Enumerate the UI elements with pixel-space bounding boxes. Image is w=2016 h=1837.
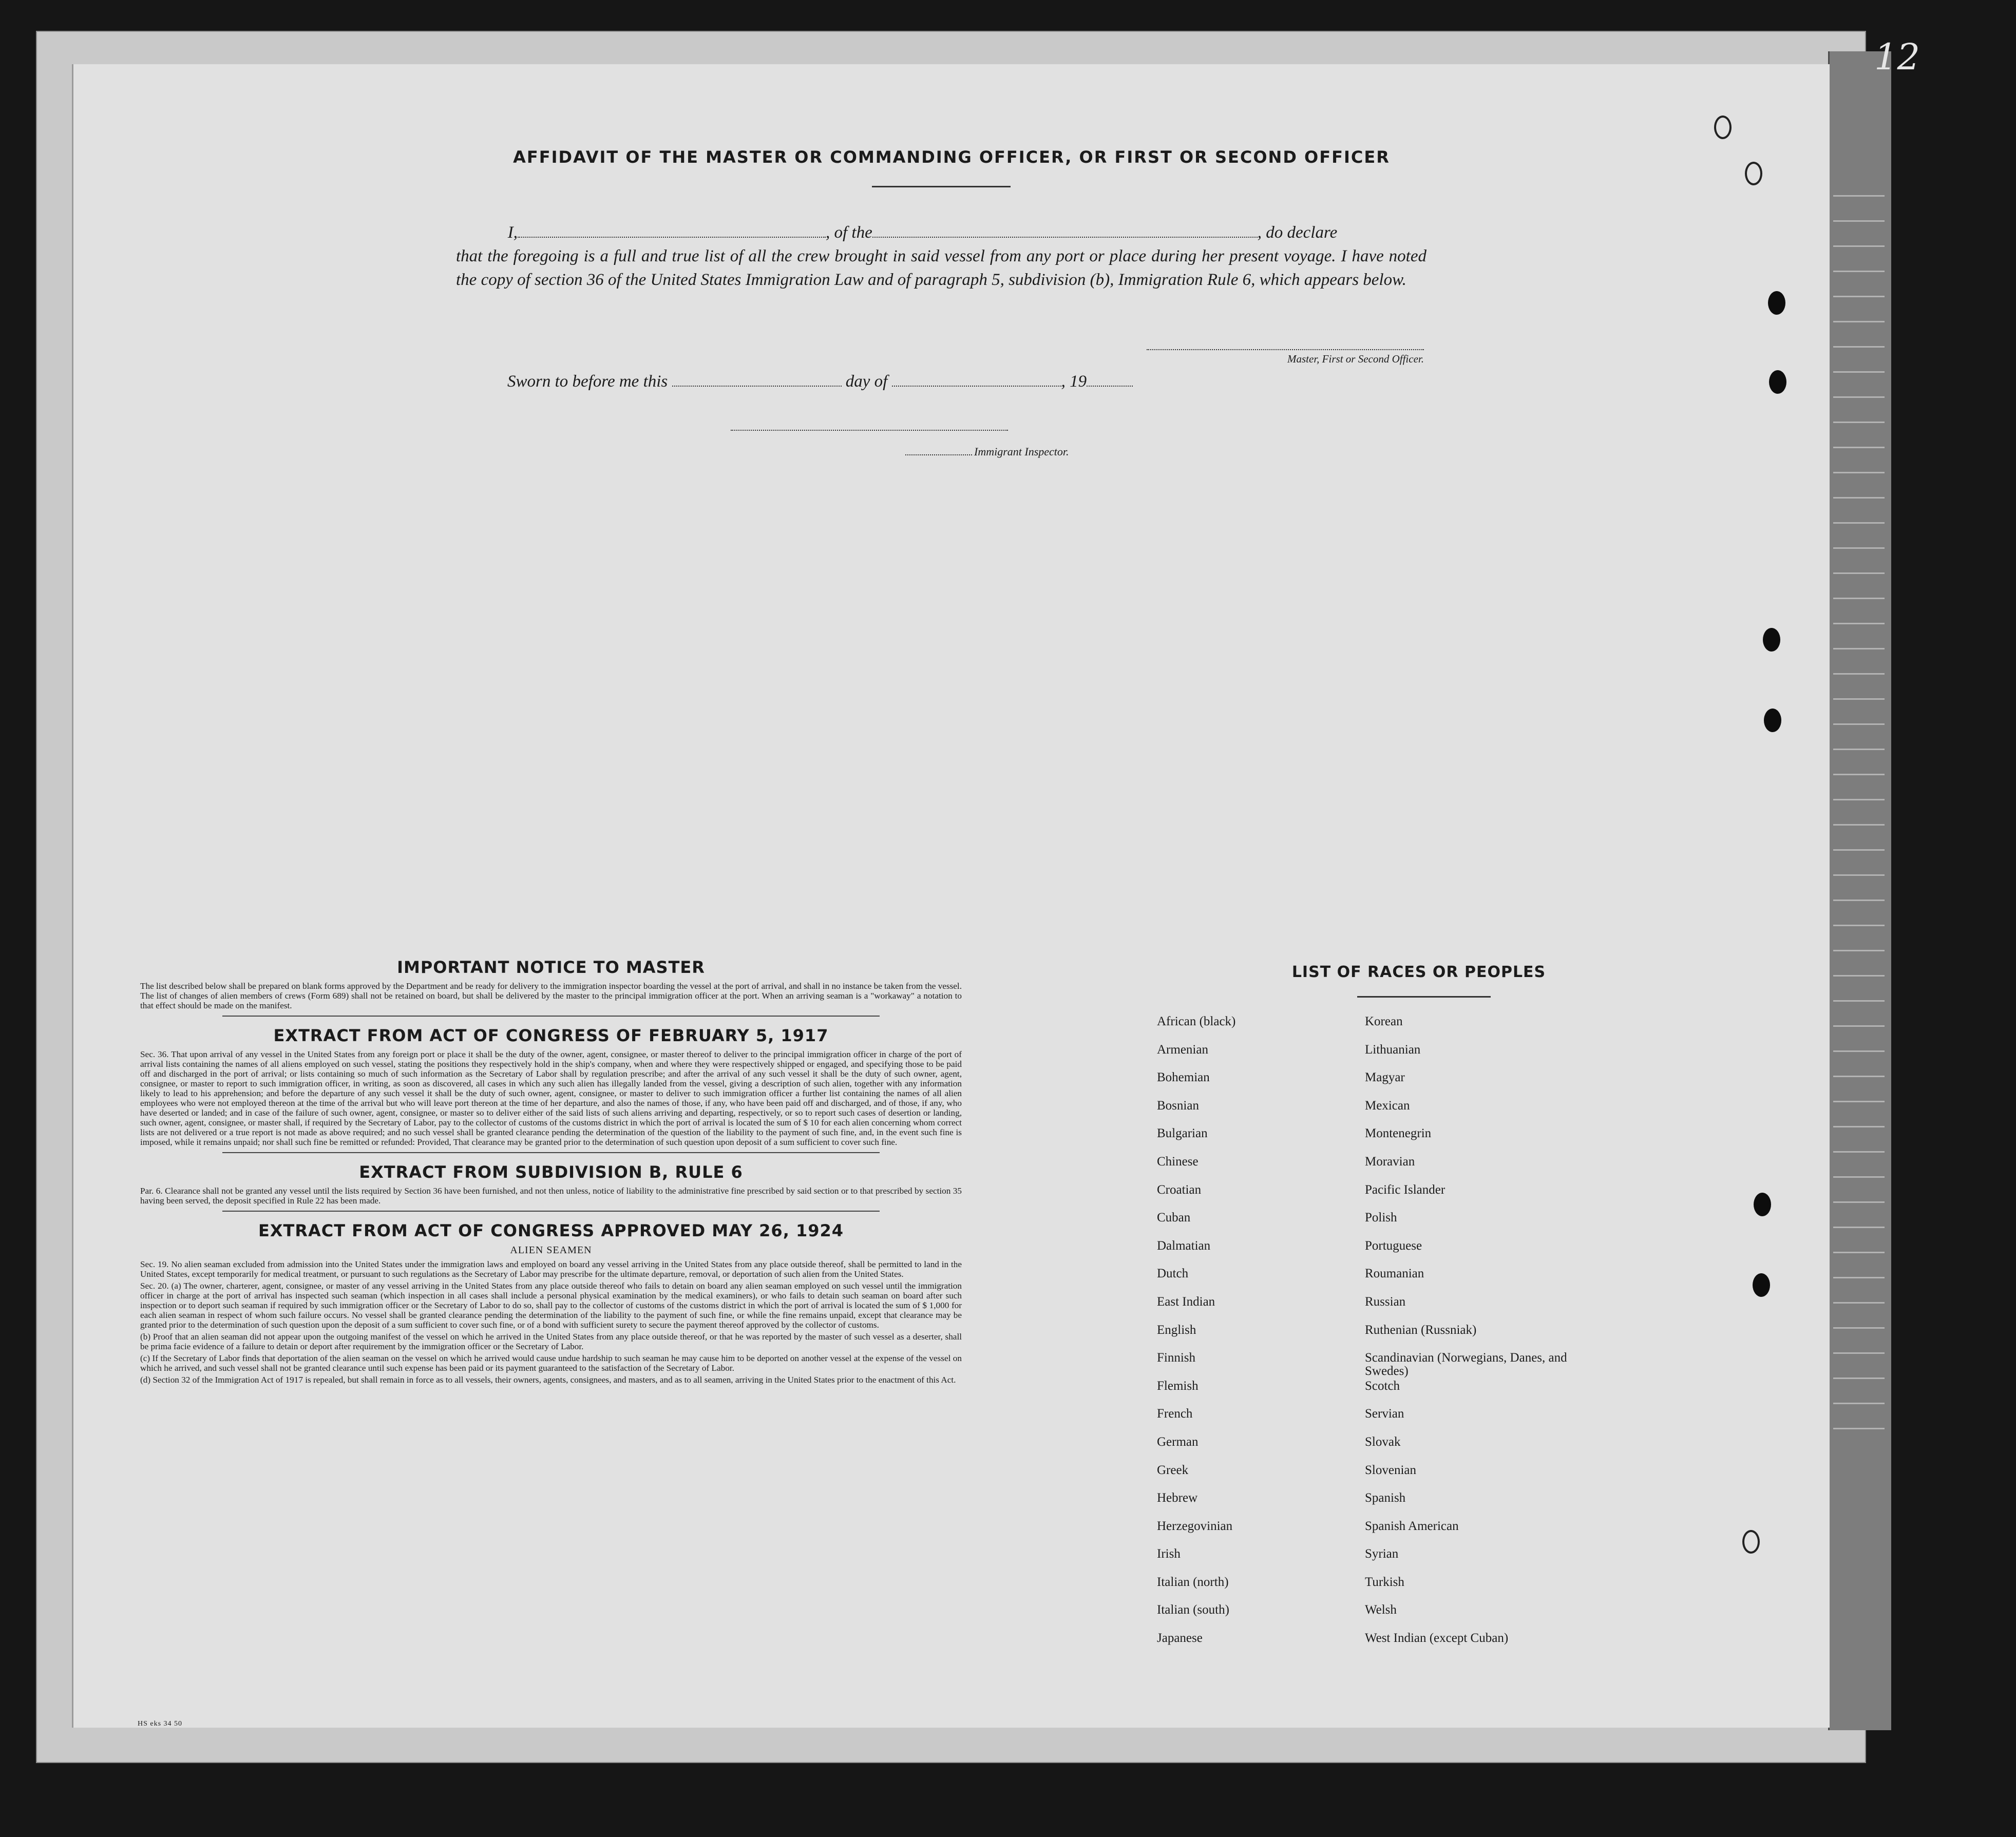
race-item: Flemish: [1157, 1379, 1199, 1393]
extract-1924-paragraph: (c) If the Secretary of Labor finds that deportation of the alien seaman on the vessel on which he arrived would cause undue hardship to such seaman he may cause him to be deported on another vessel at the expense of the vessel on which he arrived, and such vessel shall not be granted clearance until such expense has been paid or its payment guaranteed to the satisfaction of the Secretary of Labor.: [140, 1353, 962, 1373]
manifest-page: [72, 64, 1830, 1728]
notice-body: The list described below shall be prepared on blank forms approved by the Department and be ready for delivery to the immigration inspector boarding the vessel at the port of arrival, and shall in no instance be taken from the vessel. The list of changes of alien members of crews (Form 689) shall not be retained on board, but shall be delivered by the master to the principal immigration officer at the port. When an arriving seaman is a "workaway" a notation to that effect should be made on the manifest.: [140, 981, 962, 1010]
race-item: Pacific Islander: [1365, 1182, 1446, 1197]
binder-hole-icon: [1768, 291, 1785, 315]
title-divider: [872, 186, 1011, 187]
race-item: Bulgarian: [1157, 1126, 1208, 1141]
binder-hole-icon: [1754, 1193, 1771, 1216]
race-item: English: [1157, 1323, 1196, 1337]
race-item: East Indian: [1157, 1294, 1215, 1309]
race-item: Italian (south): [1157, 1603, 1229, 1617]
race-item: Russian: [1365, 1294, 1406, 1309]
race-item: Roumanian: [1365, 1267, 1424, 1281]
race-item: Magyar: [1365, 1070, 1405, 1085]
affidavit-i-label: I,: [507, 223, 518, 242]
race-item: Spanish American: [1365, 1519, 1459, 1533]
sworn-month-blank: [892, 372, 1061, 387]
master-signature-caption: Master, First or Second Officer.: [1287, 353, 1424, 365]
race-item: Servian: [1365, 1407, 1404, 1421]
affidavit-body: that the foregoing is a full and true list of all the crew brought in said vessel from any port or place during her present voyage. I have noted the copy of section 36 of the United States Immigration Law and of paragraph 5, subdivision (b), Immigration Rule 6, which appears below.: [456, 247, 1427, 289]
race-item: Slovenian: [1365, 1463, 1416, 1477]
binder-hole-icon: [1753, 1273, 1770, 1297]
extract-1924-paragraph: Sec. 19. No alien seaman excluded from admission into the United States under the immigration laws and employed on board any vessel arriving in the United States from any place outside thereof, shall be permitted to land in the United States, except temporarily for medical treatment, or pursuant to such regulations as the Secretary of Labor may prescribe for the ultimate departure, removal, or deportation of such alien from the United States.: [140, 1259, 962, 1279]
form-code: HS eks 34 50: [138, 1720, 183, 1728]
inspector-caption: [905, 445, 1069, 458]
race-item: Bohemian: [1157, 1070, 1210, 1085]
race-item: Chinese: [1157, 1154, 1199, 1169]
race-item: Dalmatian: [1157, 1238, 1211, 1253]
race-item: Korean: [1365, 1015, 1403, 1028]
race-item: Croatian: [1157, 1182, 1202, 1197]
binder-hole-icon: [1714, 116, 1732, 139]
name-blank: [518, 223, 826, 238]
race-item: Montenegrin: [1365, 1126, 1432, 1141]
extract-1924-paragraph: (b) Proof that an alien seaman did not appear upon the outgoing manifest of the vessel on which he arrived in the United States from any place outside thereof, or that he was reported by the master of such vessel as a deserter, shall be prima facie evidence of a failure to detain or deport after requirement by the immigration officer or the Secretary of Labor.: [140, 1332, 962, 1351]
legal-notices: [140, 958, 962, 1387]
do-declare-label: , do declare: [1257, 223, 1338, 242]
extract-1924-title: EXTRACT FROM ACT OF CONGRESS APPROVED MAY 26, 1924: [258, 1221, 844, 1240]
binder-hole-icon: [1769, 370, 1786, 394]
ledger-lines: [1833, 195, 1885, 1581]
race-item: Finnish: [1157, 1351, 1196, 1365]
inspector-signature-line: [731, 430, 1008, 431]
section-divider: [222, 1211, 880, 1212]
race-item: African (black): [1157, 1015, 1236, 1028]
race-item: Scotch: [1365, 1379, 1400, 1393]
race-item: Moravian: [1365, 1154, 1415, 1169]
extract-1924-paragraph: (d) Section 32 of the Immigration Act of 1917 is repealed, but shall remain in force as to all vessels, their owners, agents, consignees, and masters, and as to all seamen, arriving in the United States prior to the enactment of this Act.: [140, 1375, 956, 1385]
affidavit-text: [456, 221, 1427, 292]
affidavit-title: AFFIDAVIT OF THE MASTER OR COMMANDING OFFICER, OR FIRST OR SECOND OFFICER: [513, 147, 1390, 167]
races-column-left: [1157, 1015, 1235, 1660]
of-the-label: , of the: [826, 223, 872, 242]
races-column-right: [1365, 1015, 1591, 1660]
extract-1924-subtitle: ALIEN SEAMEN: [510, 1245, 592, 1256]
race-item: German: [1157, 1434, 1199, 1449]
handwritten-page-number: 12: [1874, 36, 1920, 78]
sworn-day-blank: [672, 372, 842, 387]
sworn-year-blank: [1087, 372, 1133, 387]
race-item: Italian (north): [1157, 1575, 1229, 1589]
race-item: Mexican: [1365, 1098, 1410, 1113]
race-item: Lithuanian: [1365, 1042, 1421, 1057]
section-divider: [222, 1016, 880, 1017]
binder-hole-icon: [1742, 1530, 1760, 1554]
race-item: Polish: [1365, 1211, 1397, 1225]
extract-1917-body: Sec. 36. That upon arrival of any vessel in the United States from any foreign port or place it shall be the duty of the owner, agent, consignee, or master thereof to deliver to the principal immigration officer in charge of the port of arrival lists containing the names of all aliens employed on such vessel, stating the positions they respectively hold in the ship's company, when and where they were respectively shipped or engaged, and specifying those to be paid off and discharged in the port of arrival; or lists containing so much of such information as the Secretary of Labor shall by regulation prescribe; and after the arrival of any such vessel it shall be the duty of such owner, agent, consignee, or master to report to such immigration officer, in writing, as soon as discovered, all cases in which any such alien has illegally landed from the vessel, giving a description of such alien, together with any information likely to lead to his apprehension; and before the departure of any such vessel it shall be the duty of such owner, agent, consignee, or master to deliver to such immigration officer a further list containing the names of all alien employees who were not employed thereon at the time of the arrival but who will leave port thereon at the time of her departure, and also the names of those, if any, who have been paid off and discharged, and of those, if any, who have deserted or landed; and in case of the failure of such owner, agent, consignee, or master so to deliver either of the said lists of such aliens arriving and departing, respectively, or so to report such cases of desertion or landing, such owner, agent, consignee, or master shall, if required by the Secretary of Labor, pay to the collector of customs of the customs district in which the port of arrival is located the sum of $ 10 for each alien concerning whom correct lists are not delivered or a true report is not made as above required; and no such vessel shall be granted clearance pending the determination of the question of the liability to the payment of such fine, and, in the event such fine is imposed, while it remains unpaid; nor shall such fine be remitted or refunded: Provided, That clearance may be granted prior to the determination of such question upon deposit of a sum sufficient to cover such fine.: [140, 1049, 962, 1147]
extract-rule6-title: EXTRACT FROM SUBDIVISION B, RULE 6: [359, 1162, 743, 1182]
race-item: Ruthenian (Russniak): [1365, 1323, 1477, 1337]
race-item: West Indian (except Cuban): [1365, 1631, 1509, 1645]
sworn-statement: [507, 372, 1133, 391]
race-item: Dutch: [1157, 1267, 1189, 1281]
section-divider: [222, 1152, 880, 1153]
race-item: Welsh: [1365, 1603, 1397, 1617]
race-item: Herzegovinian: [1157, 1519, 1233, 1533]
race-item: Japanese: [1157, 1631, 1203, 1645]
binder-hole-icon: [1764, 709, 1781, 732]
extract-1917-title: EXTRACT FROM ACT OF CONGRESS OF FEBRUARY 5, 1917: [273, 1026, 829, 1045]
extract-rule6-body: Par. 6. Clearance shall not be granted any vessel until the lists required by Section 36 have been furnished, and not then unless, notice of liability to the administrative fine prescribed by said section or to that prescribed by section 35 having been served, the deposit specified in Rule 22 has been made.: [140, 1186, 962, 1205]
affidavit-first-line: [456, 221, 1427, 244]
vessel-blank: [872, 223, 1258, 238]
race-item: Cuban: [1157, 1211, 1191, 1225]
race-item: Bosnian: [1157, 1098, 1199, 1113]
binder-hole-icon: [1763, 628, 1780, 652]
race-item: Turkish: [1365, 1575, 1404, 1589]
race-item: French: [1157, 1407, 1193, 1421]
year-prefix: , 19: [1061, 372, 1087, 391]
race-item: Syrian: [1365, 1547, 1399, 1561]
race-item: Portuguese: [1365, 1238, 1422, 1253]
inspector-caption-text: Immigrant Inspector.: [974, 445, 1069, 458]
race-item: Hebrew: [1157, 1491, 1198, 1505]
race-item: Slovak: [1365, 1434, 1401, 1449]
day-of-label: day of: [845, 372, 888, 391]
inspector-dots: [905, 454, 972, 455]
notice-title: IMPORTANT NOTICE TO MASTER: [397, 958, 705, 977]
extract-1924-paragraph: Sec. 20. (a) The owner, charterer, agent, consignee, or master of any vessel arriving in the United States from any place outside thereof who fails to detain on board any alien seaman employed on such vessel until the immigration officer in charge at the port of arrival has inspected such seaman (which inspection in all cases shall include a personal physical examination by the medical examiners), or who fails to detain such seaman on board after such inspection or to deport such seaman if required by such immigration officer or the Secretary of Labor to do so, shall pay to the collector of customs of the customs district in which the port of arrival is located the sum of $ 1,000 for each alien seaman in respect of whom such failure occurs. No vessel shall be granted clearance pending the determination of the liability to the payment of such fine, or while the fine remains unpaid, except that clearance may be granted prior to the determination of such question upon the deposit of a sum sufficient to cover such fine, or of a bond with sufficient surety to secure the payment thereof approved by the collector of customs.: [140, 1281, 962, 1330]
sworn-prefix: Sworn to before me this: [507, 372, 668, 391]
race-item: Spanish: [1365, 1491, 1406, 1505]
races-title-divider: [1357, 996, 1491, 998]
master-signature-line: [1147, 349, 1424, 350]
race-item: Scandinavian (Norwegians, Danes, and Swedes): [1365, 1351, 1567, 1379]
races-list-title: LIST OF RACES OR PEOPLES: [1291, 963, 1546, 981]
race-item: Armenian: [1157, 1042, 1208, 1057]
race-item: Greek: [1157, 1463, 1189, 1477]
race-item: Irish: [1157, 1547, 1181, 1561]
